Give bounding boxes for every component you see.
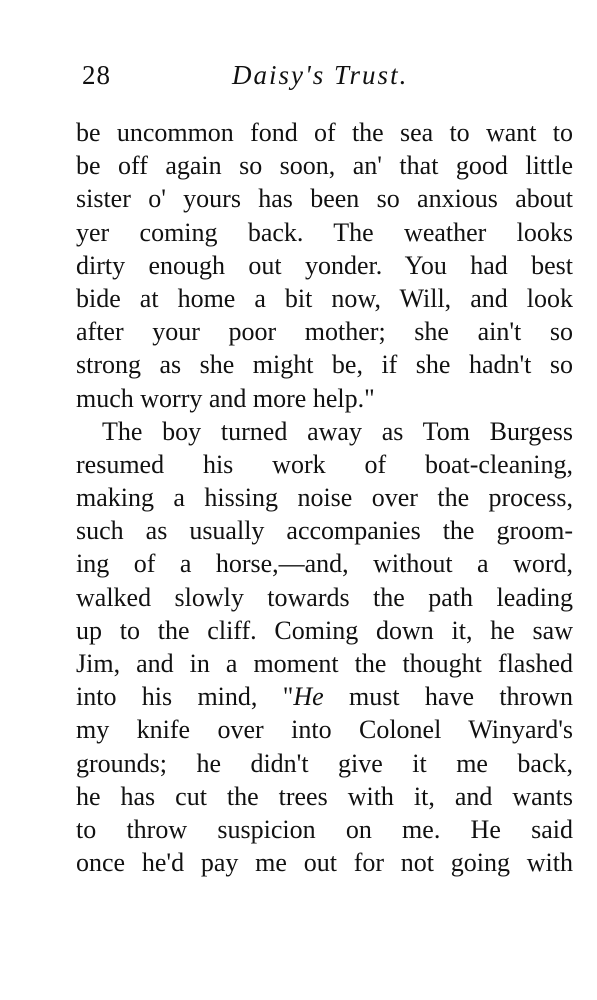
paragraph-end-line: much worry and more help." <box>76 383 375 413</box>
text-line: be uncommon fond of the sea to want to <box>76 118 573 147</box>
text-line: grounds; he didn't give it me back, <box>76 748 573 778</box>
text-line: into his mind, "He must have thrown <box>76 682 573 712</box>
text-line: he has cut the trees with it, and wants <box>76 781 573 811</box>
body-text <box>76 116 573 879</box>
emphasis-word: He <box>293 682 324 712</box>
text-line: yer coming back. The weather looks <box>76 217 573 247</box>
text-line: after your poor mother; she ain't so <box>76 317 573 347</box>
text-line: making a hissing noise over the process, <box>76 483 573 513</box>
text-line: resumed his work of boat-cleaning, <box>76 449 573 479</box>
text-line: dirty enough out yonder. You had best <box>76 250 573 280</box>
text-line: be off again so soon, an' that good little <box>76 151 573 181</box>
text-line: bide at home a bit now, Will, and look <box>76 283 573 313</box>
text-line: my knife over into Colonel Winyard's <box>76 715 573 745</box>
page-header <box>82 60 582 100</box>
text-line: ing of a horse,—and, without a word, <box>76 549 573 579</box>
page-number: 28 <box>82 60 111 90</box>
text-line: to throw suspicion on me. He said <box>76 814 573 844</box>
text-line: Jim, and in a moment the thought flashed <box>76 649 573 678</box>
text-line: walked slowly towards the path leading <box>76 582 573 612</box>
running-title: Daisy's Trust. <box>232 60 409 90</box>
text-line: once he'd pay me out for not going with <box>76 848 573 878</box>
paragraph-start-line: The boy turned away as Tom Burgess <box>102 416 573 446</box>
text-line: sister o' yours has been so anxious about <box>76 184 573 214</box>
text-line: up to the cliff. Coming down it, he saw <box>76 615 573 645</box>
text-line: such as usually accompanies the groom- <box>76 516 573 546</box>
text-line: strong as she might be, if she hadn't so <box>76 350 573 380</box>
